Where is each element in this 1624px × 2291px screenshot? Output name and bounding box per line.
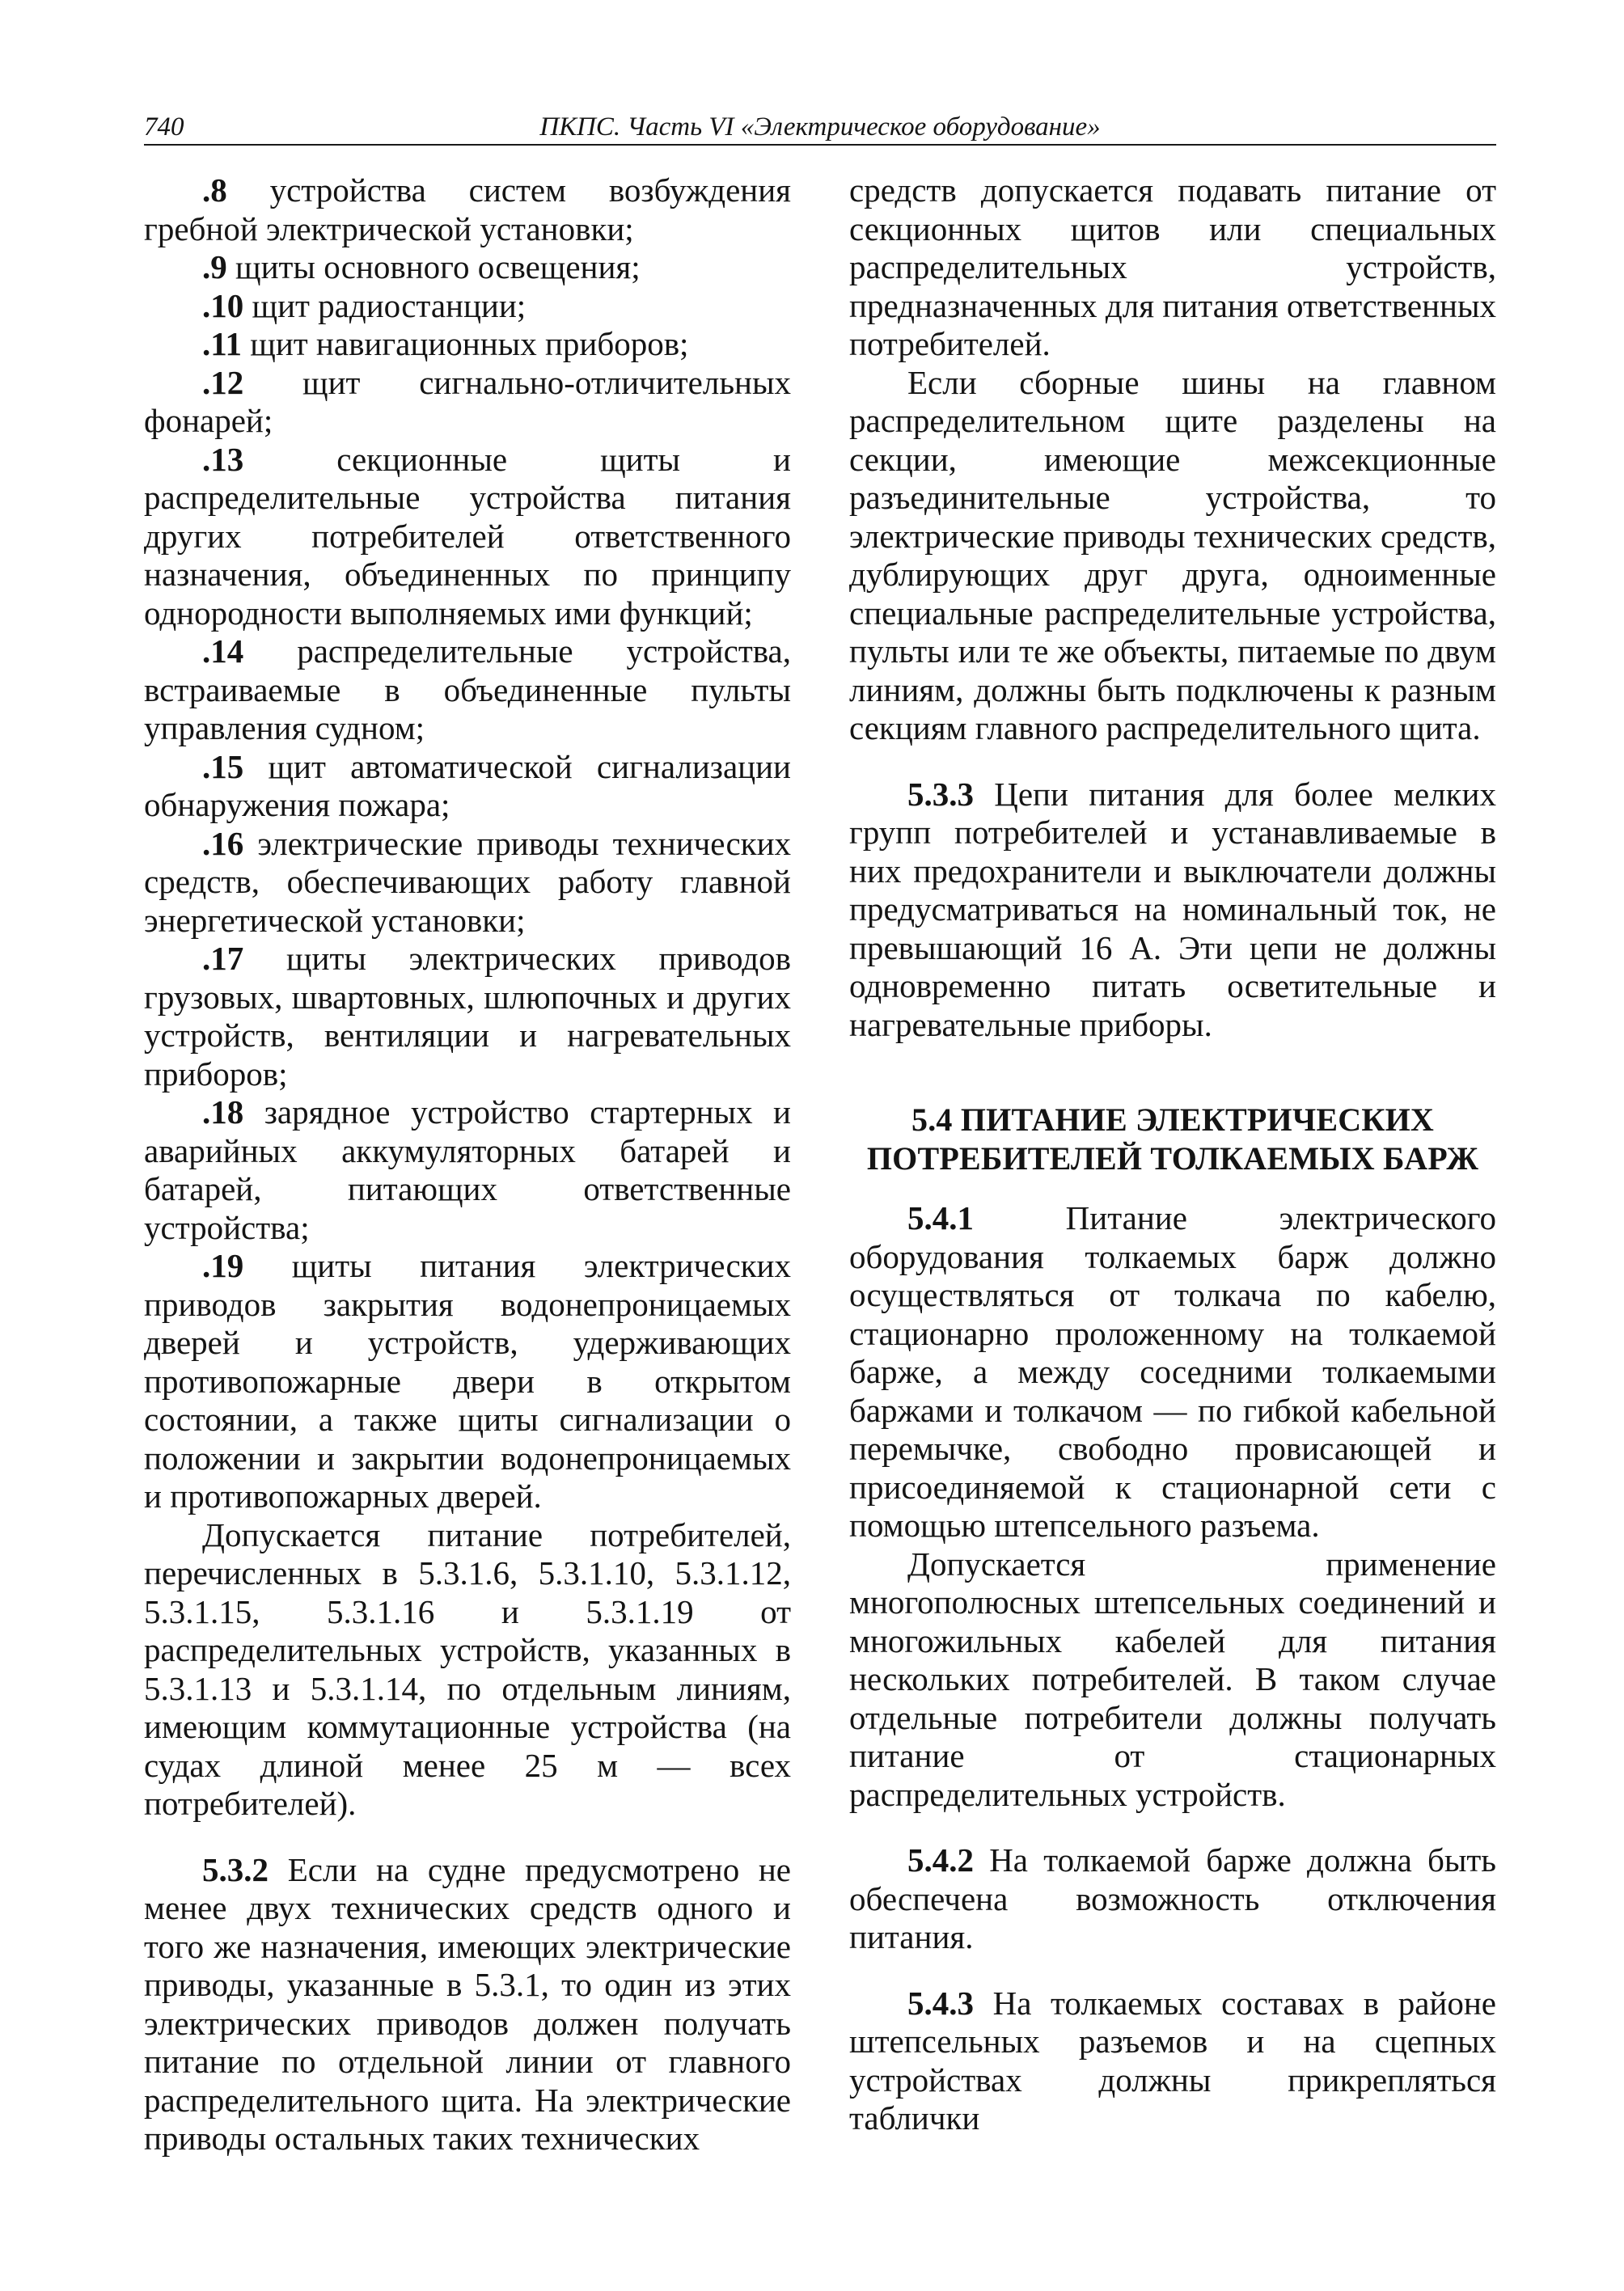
- clause-number: 5.4.1: [907, 1199, 974, 1236]
- clause-number: 5.3.2: [202, 1850, 269, 1888]
- right-column: [849, 171, 1496, 2138]
- item-text: электрические приводы технических средств, обеспечивающих работу главной энергетической установки;: [144, 824, 792, 939]
- list-item: [144, 364, 791, 441]
- list-item: [144, 748, 791, 825]
- item-number: .18: [202, 1093, 244, 1131]
- section-title: [849, 1101, 1496, 1178]
- item-text: щит радиостанции;: [252, 286, 527, 324]
- item-text: щит сигнально-отличительных фонарей;: [144, 363, 791, 439]
- spacer: [849, 1957, 1496, 1985]
- list-item: [144, 1247, 791, 1516]
- list-item: [144, 1093, 791, 1247]
- clause-number: 5.4.2: [907, 1841, 974, 1879]
- list-item: [144, 632, 791, 748]
- item-number: .19: [202, 1247, 244, 1284]
- paragraph-continuation: средств допускается подавать питание от секционных щитов или специальных распределительных устройств, предназначенных для питания ответственных потребителей.: [849, 171, 1496, 362]
- item-text: секционные щиты и распределительные устройства питания других потребителей ответственного назначения, объединенных по принципу однородности выполняемых ими функций;: [144, 440, 791, 632]
- clause-number: 5.4.3: [907, 1984, 974, 2022]
- list-item: [144, 441, 791, 633]
- paragraph-allowed-supply: Допускается питание потребителей, перечисленных в 5.3.1.6, 5.3.1.10, 5.3.1.12, 5.3.1.15, 5.3.1.16 и 5.3.1.19 от распределительных устройств, указанных в 5.3.1.13 и 5.3.1.14, по отдельным линиям, имеющим коммутационные устройства (на судах длиной менее 25 м — всех потребителей).: [144, 1515, 791, 1822]
- item-text: щит навигационных приборов;: [250, 325, 689, 362]
- item-text: устройства систем возбуждения гребной электрической установки;: [144, 171, 792, 247]
- item-number: .11: [202, 325, 242, 362]
- item-number: .12: [202, 363, 244, 401]
- item-text: щиты основного освещения;: [235, 248, 641, 285]
- clause-5-3-3: [849, 776, 1496, 1045]
- clause-text: Питание электрического оборудования толкаемых барж должно осуществляться от толкача по кабелю, стационарно проложенному на толкаемой барже, а между соседними толкаемыми баржами и толкачом — по гибкой кабельной перемычке, свободно провисающей и присоединяемой к стационарной сети с помощью штепсельного разъема.: [849, 1199, 1497, 1544]
- section-title-line-2: ПОТРЕБИТЕЛЕЙ ТОЛКАЕМЫХ БАРЖ: [866, 1140, 1479, 1177]
- clause-5-4-3: [849, 1985, 1496, 2138]
- clause-text: Цепи питания для более мелких групп потребителей и устанавливаемые в них предохранители и выключатели должны предусматриваться на номинальный ток, не превышающий 16 А. Эти цепи не должны одновременно питать осветительные и нагревательные приборы.: [849, 775, 1496, 1043]
- list-item: [144, 325, 791, 364]
- list-item: [144, 248, 791, 287]
- list-item: [144, 825, 791, 940]
- item-number: .13: [202, 440, 244, 478]
- item-number: .9: [202, 248, 227, 285]
- paragraph-multipole: Допускается применение многополюсных штепсельных соединений и многожильных кабелей для питания нескольких потребителей. В таком случае отдельные потребители должны получать питание от стационарных распределительных устройств.: [849, 1545, 1496, 1813]
- item-text: зарядное устройство стартерных и аварийных аккумуляторных батарей и батарей, питающих ответственные устройства;: [144, 1093, 791, 1246]
- item-number: .10: [202, 286, 244, 324]
- list-item: [144, 171, 791, 248]
- item-number: .15: [202, 747, 244, 785]
- clause-text: На толкаемых составах в районе штепсельных разъемов и на сцепных устройствах должны прикрепляться таблички: [849, 1984, 1496, 2137]
- item-number: .8: [202, 171, 227, 209]
- item-text: щит автоматической сигнализации обнаружения пожара;: [144, 747, 791, 823]
- item-text: распределительные устройства, встраиваемые в объединенные пульты управления судном;: [144, 632, 791, 746]
- clause-5-3-2: [144, 1851, 791, 2158]
- page-header: [144, 110, 1496, 146]
- paragraph-busbars: Если сборные шины на главном распределительном щите разделены на секции, имеющие межсекционные разъединительные устройства, то электрические приводы технических средств, дублирующих друг друга, одноименные специальные распределительные устройства, пульты или те же объекты, питаемые по двум линиям, должны быть подключены к разным секциям главного распределительного щита.: [849, 363, 1496, 746]
- item-text: щиты питания электрических приводов закрытия водонепроницаемых дверей и устройств, удерживающих противопожарные двери в открытом состоянии, а также щиты сигнализации о положении и закрытии водонепроницаемых и противопожарных дверей.: [144, 1247, 792, 1515]
- clause-text: На толкаемой барже должна быть обеспечена возможность отключения питания.: [849, 1841, 1496, 1955]
- left-column: [144, 171, 791, 2158]
- clause-text: Если на судне предусмотрено не менее двух технических средств одного и того же назначения, имеющих электрические приводы, указанные в 5.3.1, то один из этих электрических приводов должен получать питание по отдельной линии от главного распределительного щита. На электрические приводы остальных таких технических: [144, 1850, 792, 2157]
- item-text: щиты электрических приводов грузовых, швартовных, шлюпочных и других устройств, вентиляции и нагревательных приборов;: [144, 940, 791, 1093]
- spacer: [849, 748, 1496, 776]
- item-number: .17: [202, 940, 244, 977]
- list-item: [144, 940, 791, 1093]
- section-title-line-1: 5.4 ПИТАНИЕ ЭЛЕКТРИЧЕСКИХ: [911, 1101, 1434, 1138]
- clause-5-4-1: [849, 1199, 1496, 1545]
- clause-number: 5.3.3: [907, 775, 974, 813]
- spacer: [849, 1178, 1496, 1199]
- spacer: [849, 1044, 1496, 1101]
- spacer: [849, 1814, 1496, 1841]
- clause-5-4-2: [849, 1841, 1496, 1957]
- page-number: 740: [144, 112, 184, 142]
- spacer: [144, 1824, 791, 1851]
- item-number: .14: [202, 632, 244, 670]
- running-title: ПКПС. Часть VI «Электрическое оборудование»: [539, 112, 1101, 142]
- item-number: .16: [202, 824, 244, 862]
- list-item: [144, 287, 791, 326]
